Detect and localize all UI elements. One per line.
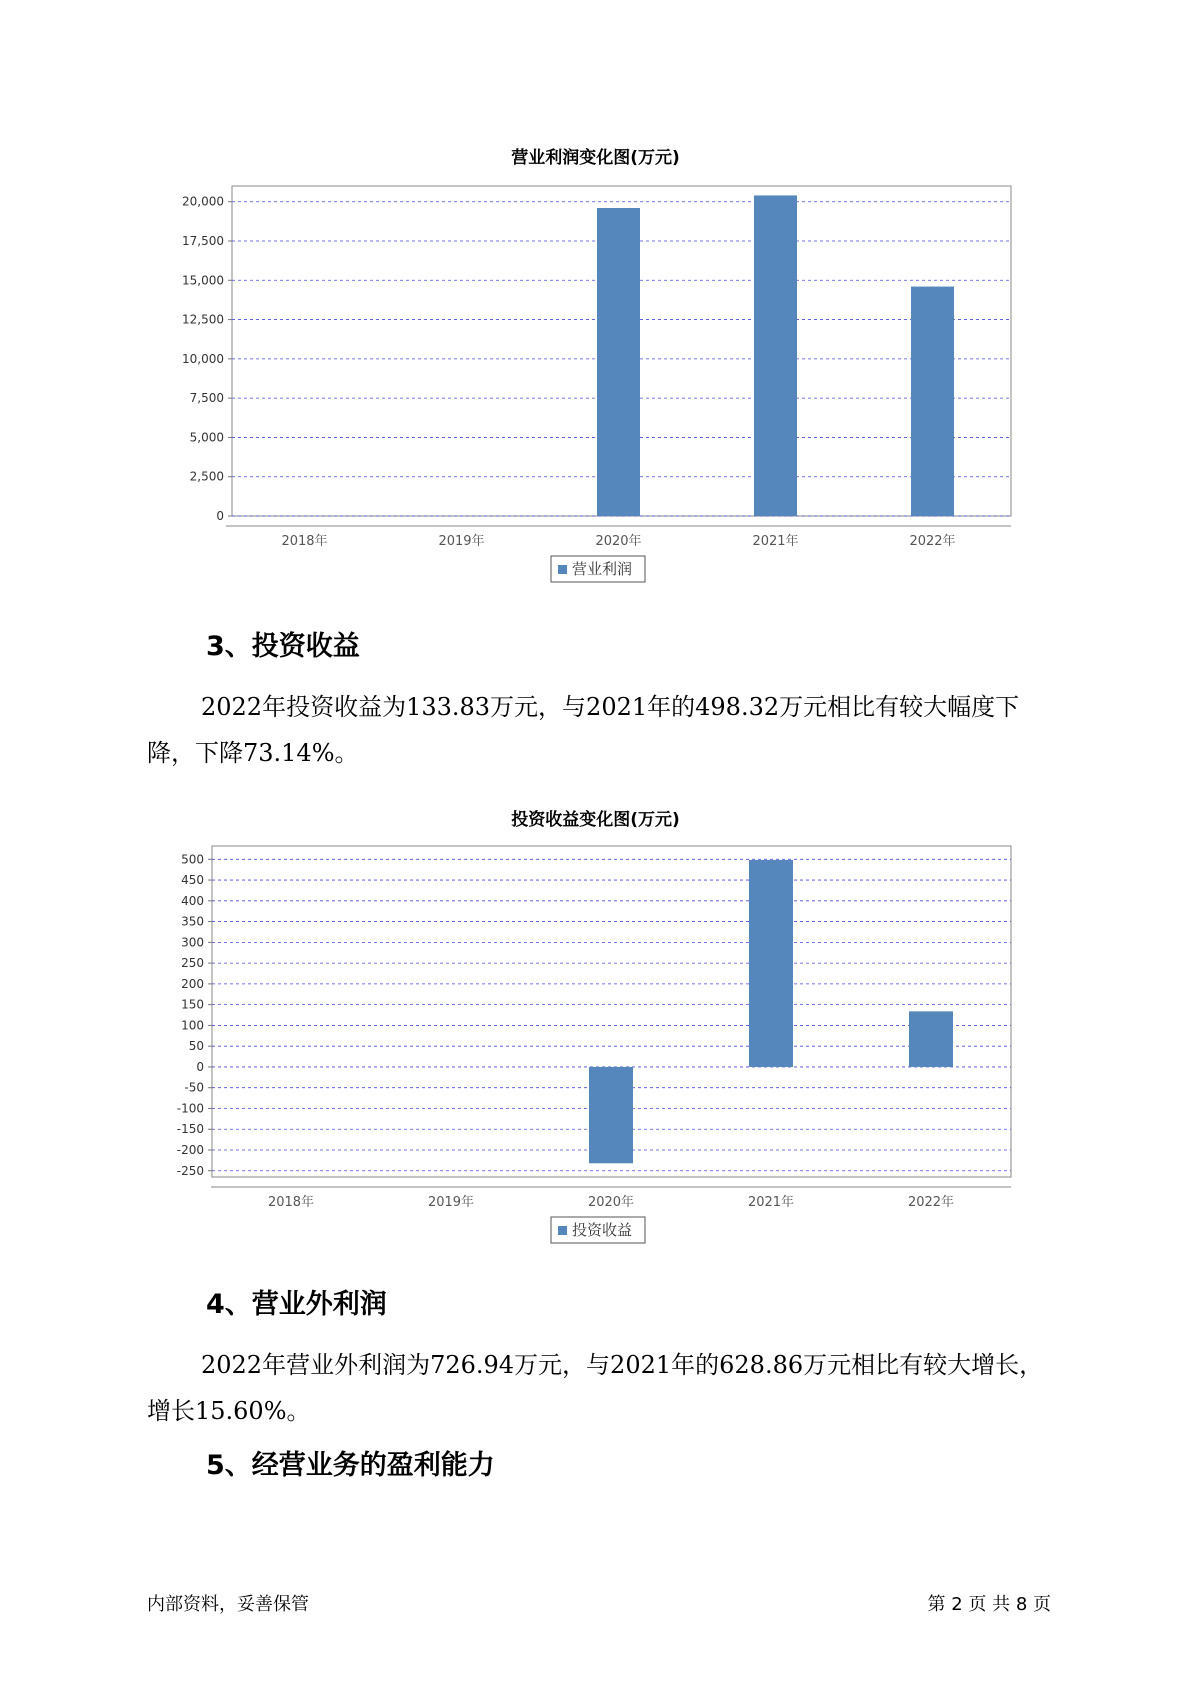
x-tick-label: 2021年: [747, 1195, 795, 1210]
section-4-paragraph: 2022年营业外利润为726.94万元，与2021年的628.86万元相比有较大增长，增长15.60%。: [147, 1351, 1044, 1425]
y-tick-label: -50: [184, 1080, 204, 1095]
legend-swatch: [558, 1226, 567, 1235]
x-tick-label: 2022年: [907, 1195, 955, 1210]
y-tick-label: -100: [176, 1101, 204, 1116]
chart1-title: 营业利润变化图(万元): [511, 148, 680, 168]
y-tick-label: 20,000: [182, 194, 224, 209]
y-tick-label: 0: [196, 1059, 204, 1074]
y-tick-label: 17,500: [182, 234, 224, 248]
x-tick-label: 2020年: [595, 534, 642, 549]
y-tick-label: 300: [181, 935, 204, 950]
x-tick-label: 2018年: [281, 534, 328, 549]
y-tick-label: 7,500: [189, 391, 224, 406]
y-tick-label: 0: [216, 509, 224, 523]
y-tick-label: 100: [181, 1018, 204, 1033]
y-tick-label: 350: [181, 914, 204, 929]
y-tick-label: 400: [181, 893, 204, 908]
bar: [911, 287, 954, 516]
y-tick-label: 10,000: [182, 351, 224, 366]
y-tick-label: 50: [188, 1039, 204, 1054]
x-tick-label: 2020年: [587, 1195, 635, 1210]
investment-income-chart: [0, 832, 1191, 1252]
y-tick-label: 250: [181, 956, 204, 971]
section-5-heading: 5、经营业务的盈利能力: [206, 1450, 495, 1481]
y-tick-label: 15,000: [182, 273, 224, 288]
legend-label: 投资收益: [572, 1221, 633, 1239]
section-3-paragraph: 2022年投资收益为133.83万元，与2021年的498.32万元相比有较大幅度下降，下降73.14%。: [147, 693, 1020, 767]
y-tick-label: 450: [181, 873, 204, 888]
bar: [754, 195, 797, 516]
footer-confidential-note: 内部资料，妥善保管: [147, 1594, 309, 1615]
bar: [597, 208, 640, 516]
y-tick-label: 150: [181, 997, 204, 1012]
x-tick-label: 2021年: [752, 534, 799, 549]
section-3-heading: 3、投资收益: [206, 631, 360, 662]
y-tick-label: 12,500: [182, 312, 224, 327]
x-tick-label: 2019年: [438, 534, 485, 549]
y-tick-label: 2,500: [189, 469, 224, 484]
legend-label: 营业利润: [572, 560, 633, 578]
x-tick-label: 2018年: [267, 1195, 315, 1210]
y-tick-label: 200: [181, 976, 204, 991]
legend-swatch: [558, 565, 567, 574]
y-tick-label: -250: [176, 1163, 204, 1178]
footer-page-number: 第 2 页 共 8 页: [927, 1594, 1051, 1615]
x-tick-label: 2022年: [909, 534, 956, 549]
y-tick-label: 5,000: [189, 430, 224, 445]
operating-profit-chart: [0, 170, 1191, 590]
y-tick-label: -200: [176, 1143, 204, 1158]
x-tick-label: 2019年: [427, 1195, 475, 1210]
bar: [909, 1011, 953, 1067]
y-tick-label: 500: [181, 852, 204, 867]
bar: [589, 1067, 633, 1163]
bar: [749, 860, 793, 1067]
y-tick-label: -150: [176, 1122, 204, 1137]
chart2-title: 投资收益变化图(万元): [511, 810, 680, 830]
section-4-heading: 4、营业外利润: [206, 1289, 387, 1320]
